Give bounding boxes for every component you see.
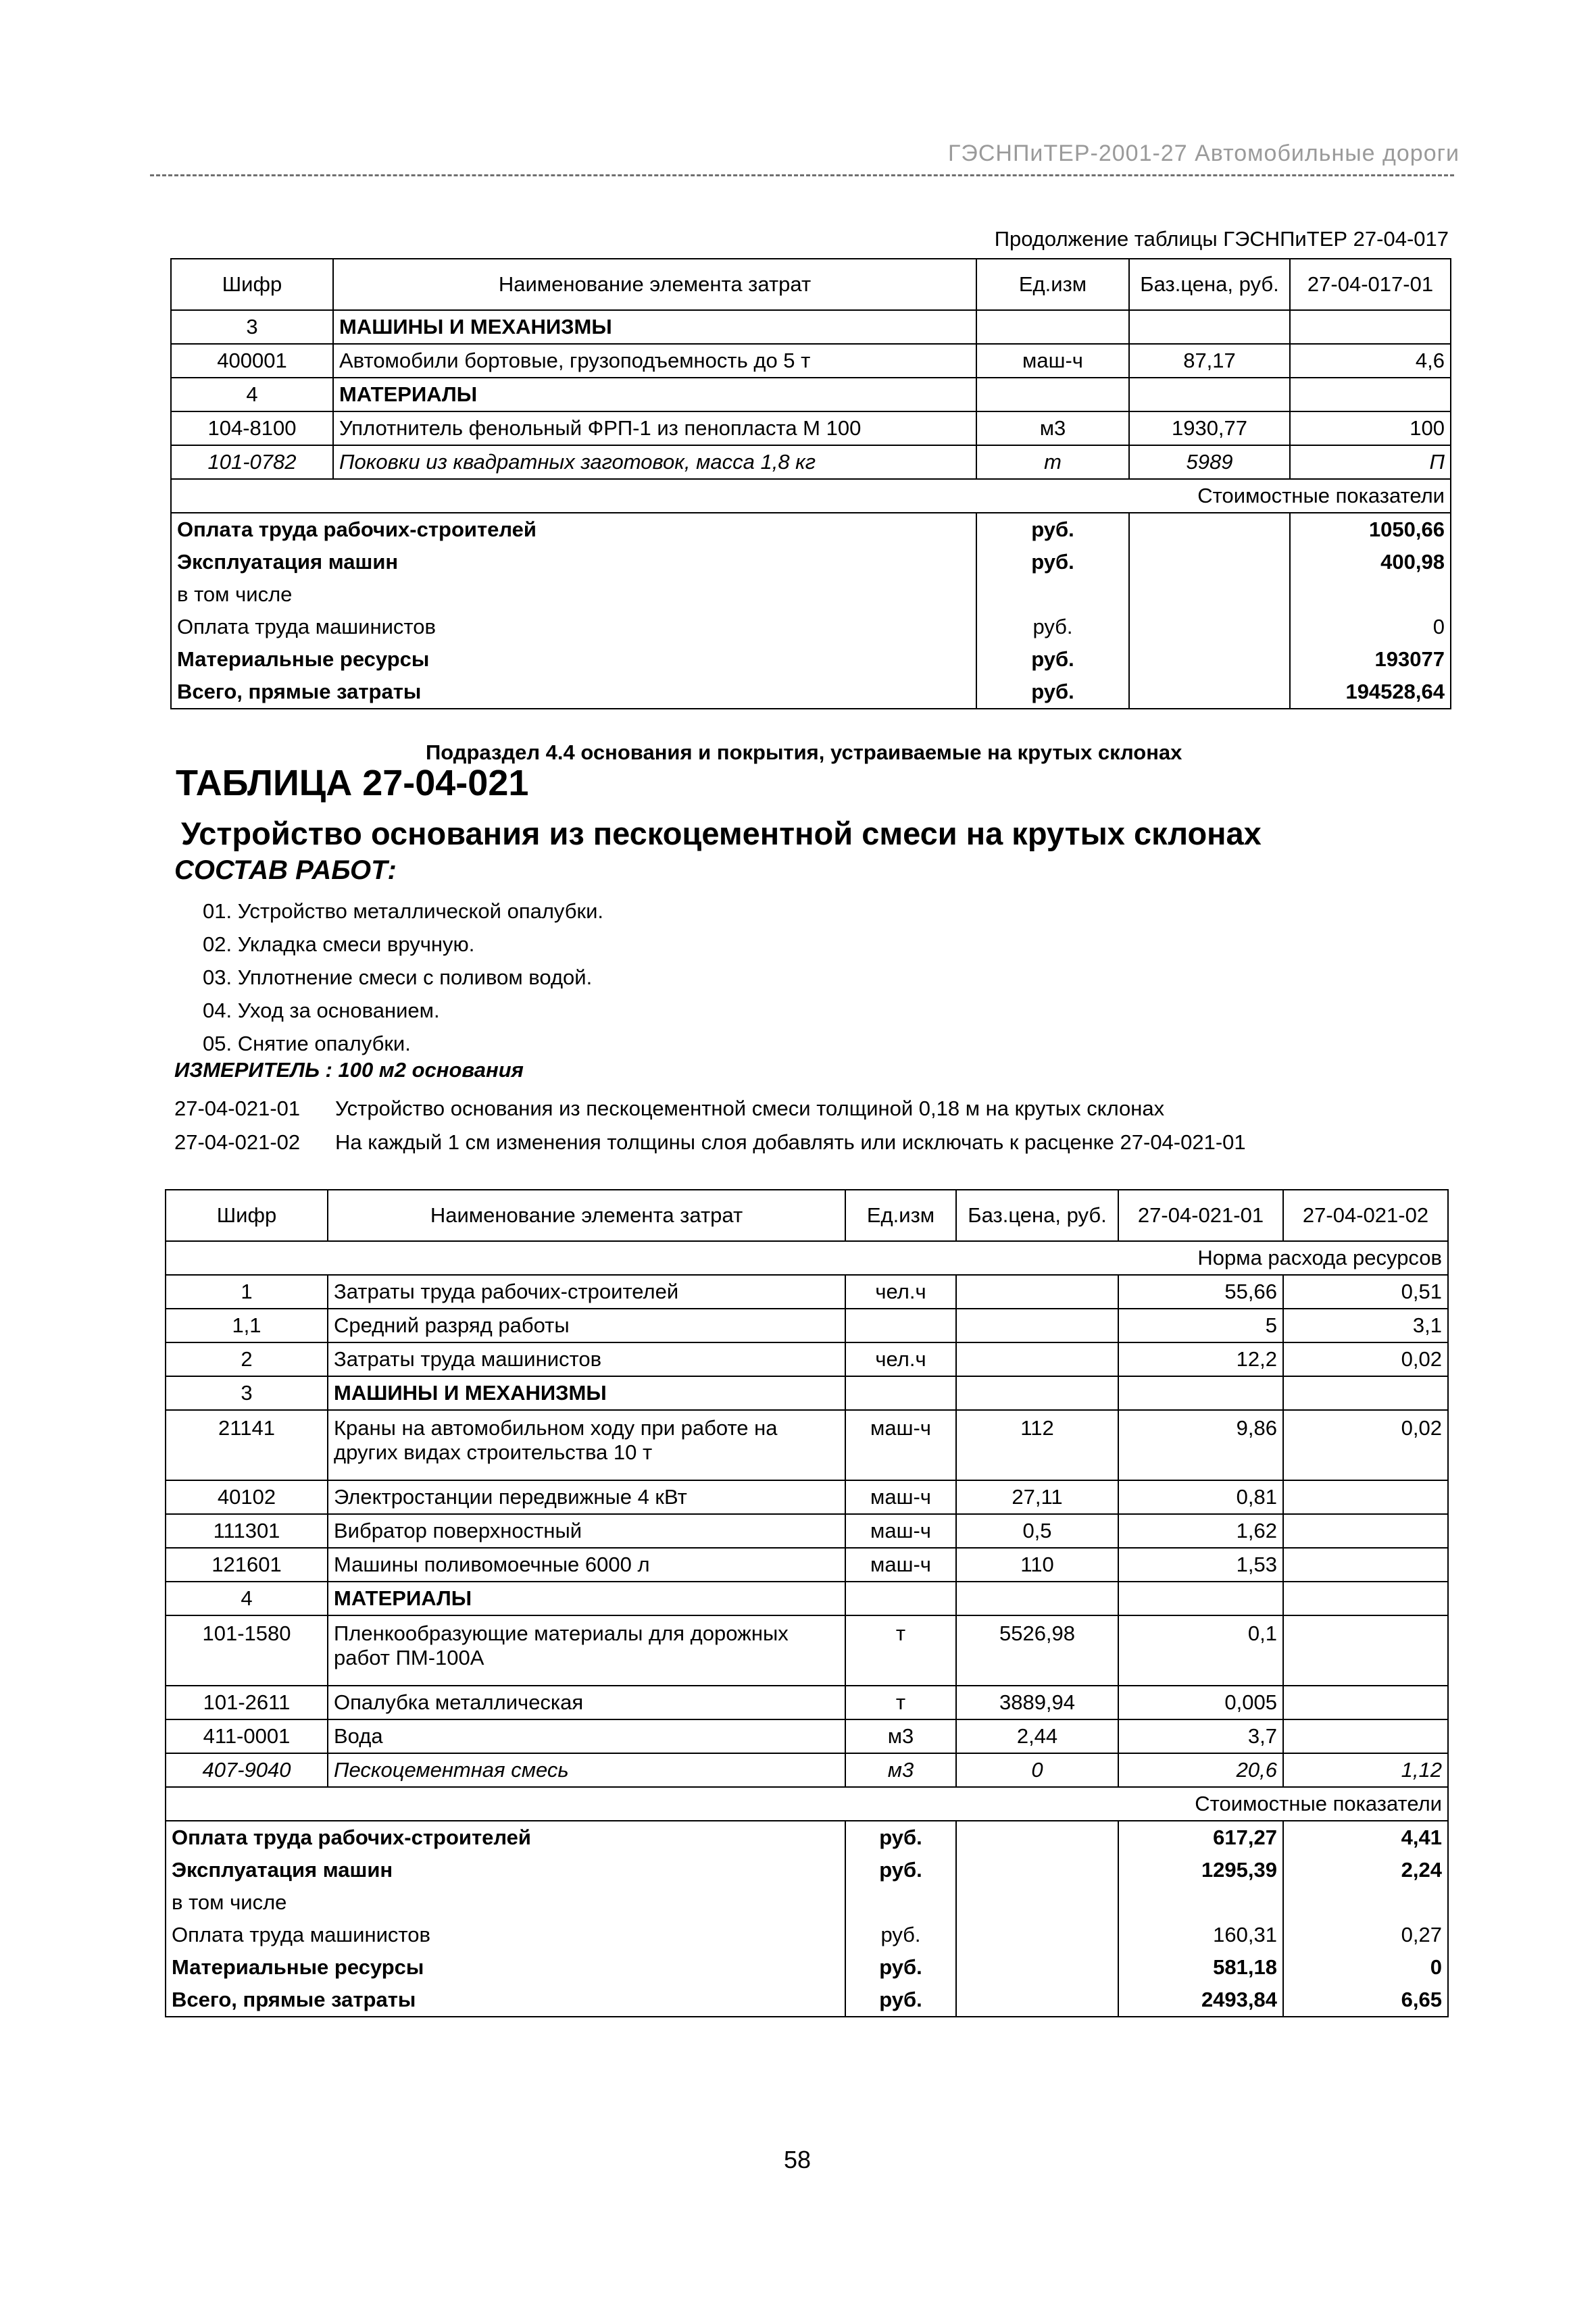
list-item: [174, 1126, 1246, 1159]
table-row: 101-0782 Поковки из квадратных заготовок, масса 1,8 кг т 5989 П: [171, 445, 1451, 479]
works-list: [203, 895, 603, 1060]
rate-code: 27-04-021-02: [174, 1130, 301, 1154]
table-row: 4 МАТЕРИАЛЫ: [171, 378, 1451, 411]
header-price: Баз.цена, руб.: [1129, 259, 1290, 310]
list-item: 01. Устройство металлической опалубки.: [203, 899, 604, 923]
summary-row: Эксплуатация машин руб. 400,98: [171, 546, 1451, 578]
header-code: Шифр: [171, 259, 333, 310]
summary-row: Оплата труда рабочих-строителей руб. 617,27 4,41: [166, 1821, 1448, 1854]
cost-caption: Стоимостные показатели: [171, 479, 1451, 513]
norm-caption: Норма расхода ресурсов: [166, 1241, 1448, 1275]
table-row: 1 Затраты труда рабочих-строителей чел.ч 55,66 0,51: [166, 1275, 1448, 1309]
running-header: ГЭСНПиТЕР-2001-27 Автомобильные дороги: [948, 141, 1460, 166]
list-item: 04. Уход за основанием.: [203, 999, 440, 1022]
rate-codes: [174, 1092, 1246, 1159]
table-row: 101-2611 Опалубка металлическая т 3889,94 0,005: [166, 1686, 1448, 1719]
list-item: 03. Уплотнение смеси с поливом водой.: [203, 965, 593, 989]
header-rate-1: 27-04-021-01: [1118, 1190, 1283, 1241]
table-row: 104-8100 Уплотнитель фенольный ФРП-1 из пенопласта М 100 м3 1930,77 100: [171, 411, 1451, 445]
table-row: 400001 Автомобили бортовые, грузоподъемность до 5 т маш-ч 87,17 4,6: [171, 344, 1451, 378]
table-row: 3 МАШИНЫ И МЕХАНИЗМЫ: [166, 1376, 1448, 1410]
cost-caption-row: [171, 479, 1451, 513]
header-unit: Ед.изм: [976, 259, 1129, 310]
rate-description: На каждый 1 см изменения толщины слоя добавлять или исключать к расценке 27-04-021-01: [335, 1130, 1246, 1154]
list-item: 02. Укладка смеси вручную.: [203, 932, 475, 956]
table-row: 407-9040 Пескоцементная смесь м3 0 20,6 1,12: [166, 1753, 1448, 1787]
cost-caption: Стоимостные показатели: [166, 1787, 1448, 1821]
header-name: Наименование элемента затрат: [333, 259, 976, 310]
header-price: Баз.цена, руб.: [956, 1190, 1118, 1241]
table-row: 40102 Электростанции передвижные 4 кВт маш-ч 27,11 0,81: [166, 1480, 1448, 1514]
page-number: 58: [783, 2146, 812, 2173]
header-rule: [150, 174, 1454, 176]
header-rate: 27-04-017-01: [1290, 259, 1451, 310]
table-row: 411-0001 Вода м3 2,44 3,7: [166, 1719, 1448, 1753]
table-row: 4 МАТЕРИАЛЫ: [166, 1582, 1448, 1615]
table-row: 21141 Краны на автомобильном ходу при работе на других видах строительства 10 т маш-ч 112 9,86 0,02: [166, 1410, 1448, 1480]
list-item: [174, 1092, 1246, 1126]
table-row: 3 МАШИНЫ И МЕХАНИЗМЫ: [171, 310, 1451, 344]
table1-caption: Продолжение таблицы ГЭСНПиТЕР 27-04-017: [994, 227, 1449, 251]
table1: [170, 258, 1451, 709]
summary-row: Материальные ресурсы руб. 193077: [171, 643, 1451, 676]
table-title: ТАБЛИЦА 27-04-021: [176, 763, 529, 803]
subsection-title: Подраздел 4.4 основания и покрытия, устраиваемые на крутых склонах: [426, 740, 1182, 764]
cost-caption-row: [166, 1787, 1448, 1821]
header-name: Наименование элемента затрат: [328, 1190, 845, 1241]
table2: [165, 1189, 1449, 2017]
header-unit: Ед.изм: [845, 1190, 956, 1241]
table-row: 101-1580 Пленкообразующие материалы для дорожных работ ПМ-100А т 5526,98 0,1: [166, 1615, 1448, 1686]
table-row: 121601 Машины поливомоечные 6000 л маш-ч 110 1,53: [166, 1548, 1448, 1582]
list-item: 05. Снятие опалубки.: [203, 1032, 411, 1055]
meter-line: ИЗМЕРИТЕЛЬ : 100 м2 основания: [174, 1058, 524, 1082]
header-rate-2: 27-04-021-02: [1283, 1190, 1448, 1241]
header-code: Шифр: [166, 1190, 328, 1241]
table-row: 2 Затраты труда машинистов чел.ч 12,2 0,02: [166, 1342, 1448, 1376]
summary-row: в том числе: [166, 1886, 1448, 1919]
works-heading: СОСТАВ РАБОТ:: [174, 855, 397, 885]
summary-row: Оплата труда рабочих-строителей руб. 1050,66: [171, 513, 1451, 546]
summary-row: Оплата труда машинистов руб. 160,31 0,27: [166, 1919, 1448, 1951]
rate-description: Устройство основания из пескоцементной смеси толщиной 0,18 м на крутых склонах: [335, 1097, 1165, 1120]
table-row: 111301 Вибратор поверхностный маш-ч 0,5 1,62: [166, 1514, 1448, 1548]
summary-row: Всего, прямые затраты руб. 2493,84 6,65: [166, 1984, 1448, 2017]
table1-header-row: [171, 259, 1451, 310]
rate-code: 27-04-021-01: [174, 1097, 301, 1120]
summary-row: Оплата труда машинистов руб. 0: [171, 611, 1451, 643]
table-row: 1,1 Средний разряд работы 5 3,1: [166, 1309, 1448, 1342]
norm-caption-row: [166, 1241, 1448, 1275]
table2-header-row: [166, 1190, 1448, 1241]
table-subtitle: Устройство основания из пескоцементной смеси на крутых склонах: [181, 815, 1262, 851]
summary-row: Материальные ресурсы руб. 581,18 0: [166, 1951, 1448, 1984]
summary-row: Эксплуатация машин руб. 1295,39 2,24: [166, 1854, 1448, 1886]
summary-row: в том числе: [171, 578, 1451, 611]
summary-row: Всего, прямые затраты руб. 194528,64: [171, 676, 1451, 709]
